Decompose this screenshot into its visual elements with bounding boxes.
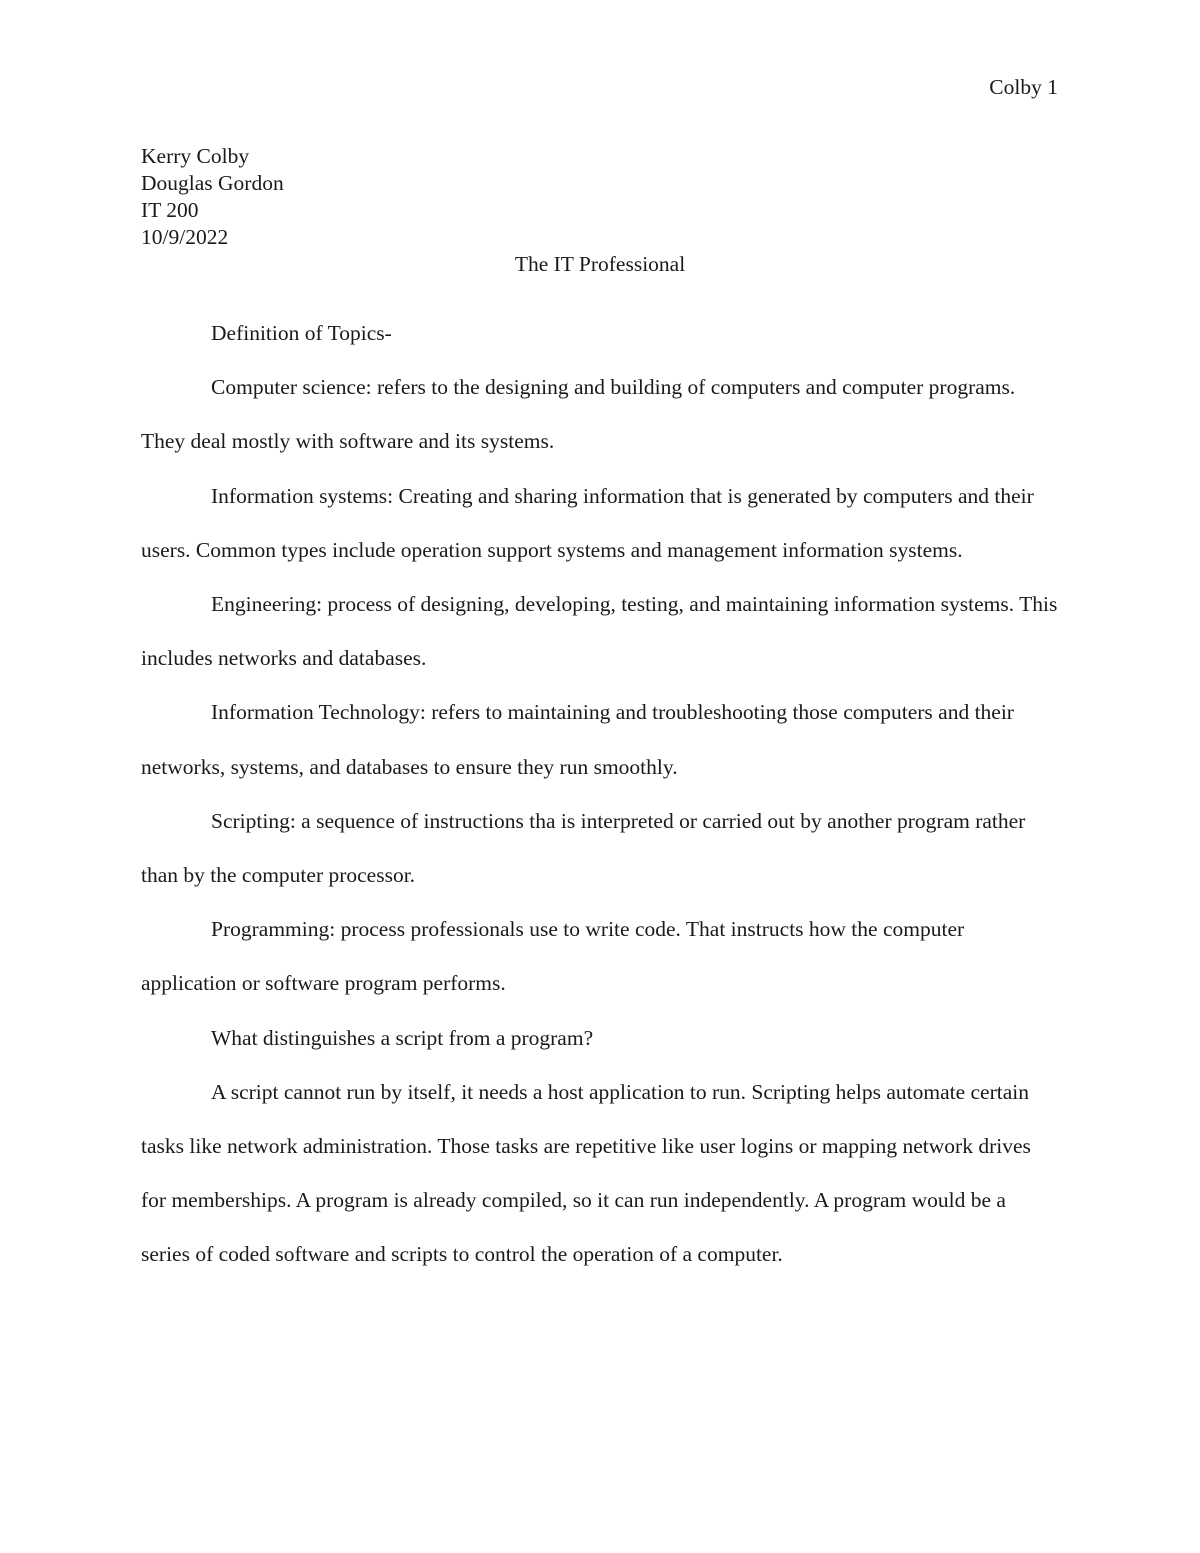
paragraph-programming: Programming: process professionals use to write code. That instructs how the computer application or software program performs.: [141, 917, 965, 996]
paragraph-computer-science: Computer science: refers to the designing and building of computers and computer programs. They deal mostly with software and its systems.: [141, 375, 1016, 454]
paragraph-answer: A script cannot run by itself, it needs a host application to run. Scripting helps automate certain tasks like network administration. Those tasks are repetitive like user logins or mapping network drives for memberships. A program is already compiled, so it can run independently. A program would be a series of coded software and scripts to control the operation of a computer.: [141, 1079, 1031, 1267]
student-name: Kerry Colby: [141, 144, 250, 168]
instructor-name: Douglas Gordon: [141, 171, 284, 195]
paragraph-engineering: Engineering: process of designing, developing, testing, and maintaining information systems. This includes networks and databases.: [141, 592, 1058, 671]
document-title: The IT Professional: [514, 252, 686, 276]
paragraph-definition-of-topics: Definition of Topics-: [211, 321, 392, 345]
paragraph-information-technology: Information Technology: refers to maintaining and troubleshooting those computers and their networks, systems, and databases to ensure they run smoothly.: [141, 700, 1014, 779]
document-body: [141, 306, 1059, 1282]
paragraph-scripting: Scripting: a sequence of instructions tha is interpreted or carried out by another program rather than by the computer processor.: [141, 808, 1026, 888]
paragraph-question: What distinguishes a script from a program?: [211, 1025, 594, 1050]
document-date: 10/9/2022: [141, 225, 229, 249]
mla-heading: [141, 143, 284, 251]
course-name: IT 200: [141, 198, 199, 222]
running-head: Colby 1: [989, 75, 1058, 99]
paragraph-information-systems: Information systems: Creating and sharing information that is generated by computers and their users. Common types include operation support systems and management information systems.: [141, 483, 1034, 562]
